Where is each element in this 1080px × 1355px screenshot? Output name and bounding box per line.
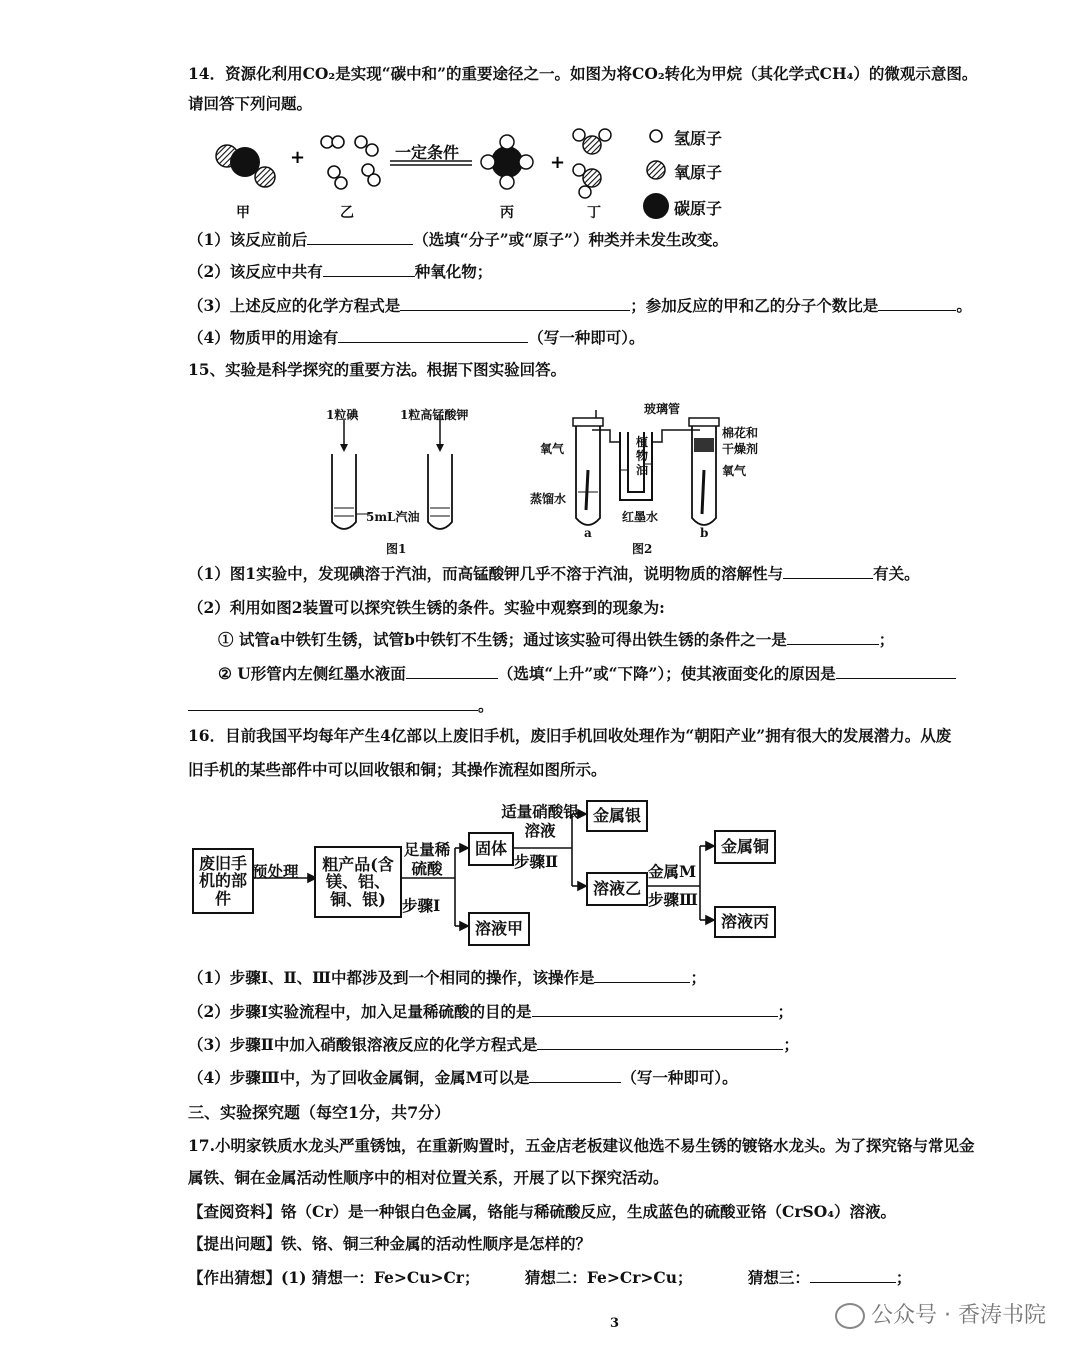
fig2-water-label: 蒸馏水 bbox=[530, 492, 567, 506]
answer-blank[interactable] bbox=[783, 564, 873, 579]
q17-line4: 【提出问题】铁、铬、铜三种金属的活动性顺序是怎样的？ bbox=[188, 1234, 592, 1253]
answer-blank[interactable] bbox=[594, 968, 690, 983]
answer-blank[interactable] bbox=[532, 1002, 778, 1017]
flow-start-box: 废旧手机的部件 bbox=[192, 848, 254, 914]
q17-line3: 【查阅资料】铬（Cr）是一种银白色金属，铬能与稀硫酸反应，生成蓝色的硫酸亚铬（CrSO₄）溶液。 bbox=[188, 1202, 896, 1221]
q17-line1: 17.小明家铁质水龙头严重锈蚀，在重新购置时，五金店老板建议他选不易生锈的镀铬水龙头。为了探究铬与常见金 bbox=[188, 1136, 975, 1155]
watermark: 公众号 · 香涛书院 bbox=[835, 1298, 1046, 1329]
q16-p3: （3）步骤Ⅱ中加入硝酸银溶液反应的化学方程式是 ； bbox=[188, 1035, 799, 1054]
fig1-caption: 图1 bbox=[386, 542, 407, 556]
fig2-oxygen-right-label: 氧气 bbox=[722, 464, 747, 478]
molecule-bing bbox=[481, 135, 533, 189]
fig2-tube-b-label: b bbox=[700, 526, 709, 540]
reaction-condition: 一定条件 bbox=[395, 143, 460, 162]
q16-stem-line2: 旧手机的某些部件中可以回收银和铜；其操作流程如图所示。 bbox=[188, 760, 607, 779]
fig2-veg-oil-label: 植物油 bbox=[636, 435, 649, 477]
fig2-tube-a-label: a bbox=[584, 526, 592, 540]
fig2-glass-tube-label: 玻璃管 bbox=[644, 402, 681, 416]
q14-p3: （3）上述反应的化学方程式是 ；参加反应的甲和乙的分子个数比是 。 bbox=[188, 296, 972, 315]
legend-c-label: 碳原子 bbox=[674, 199, 723, 218]
flow-step2-label: 步骤Ⅱ bbox=[514, 852, 559, 871]
flow-solid-box: 固体 bbox=[468, 832, 514, 866]
q16-stem-line1: 16．目前我国平均每年产生4亿部以上废旧手机，废旧手机回收处理作为“朝阳产业”拥有很大的发展潜力。从废 bbox=[188, 726, 952, 745]
flow-sol-a-box: 溶液甲 bbox=[468, 912, 530, 946]
q16-p2: （2）步骤Ⅰ实验流程中，加入足量稀硫酸的目的是 ； bbox=[188, 1002, 794, 1021]
q15-p2-1: ① 试管a中铁钉生锈，试管b中铁钉不生锈；通过该实验可得出铁生锈的条件之一是 ； bbox=[218, 630, 895, 649]
q16-p1: （1）步骤Ⅰ、Ⅱ、Ⅲ中都涉及到一个相同的操作，该操作是 ； bbox=[188, 968, 706, 987]
q14-stem-line1: 14．资源化利用CO₂是实现“碳中和”的重要途径之一。如图为将CO₂转化为甲烷（其化学式CH₄）的微观示意图。 bbox=[188, 64, 978, 83]
q15-p1: （1）图1实验中，发现碘溶于汽油，而高锰酸钾几乎不溶于汽油，说明物质的溶解性与 有关。 bbox=[188, 564, 920, 583]
label-yi: 乙 bbox=[340, 205, 354, 221]
plus-sign: + bbox=[290, 147, 306, 168]
molecule-jia bbox=[216, 145, 275, 187]
molecule-yi bbox=[321, 136, 380, 189]
answer-blank[interactable] bbox=[406, 664, 498, 679]
flow-sol-c-box: 溶液丙 bbox=[714, 906, 776, 938]
flow-crude-box: 粗产品(含镁、铝、铜、银) bbox=[314, 846, 402, 918]
fig1-gasoline-label: 5mL汽油 bbox=[366, 510, 420, 524]
answer-blank[interactable] bbox=[338, 328, 528, 343]
section3-heading: 三、实验探究题（每空1分，共7分） bbox=[188, 1103, 451, 1122]
fig2-oxygen-left-label: 氧气 bbox=[540, 442, 565, 456]
fig1-kmno4-label: 1粒高锰酸钾 bbox=[400, 408, 469, 422]
flow-sol-b-box: 溶液乙 bbox=[586, 872, 648, 906]
q15-p2-2-cont: 。 bbox=[188, 694, 494, 716]
answer-blank[interactable] bbox=[810, 1268, 896, 1283]
legend-o-symbol bbox=[647, 161, 665, 179]
answer-blank[interactable] bbox=[400, 296, 630, 311]
fig2-red-ink-label: 红墨水 bbox=[622, 510, 659, 524]
q14-stem-line2: 请回答下列问题。 bbox=[188, 94, 313, 113]
fig1-iodine-label: 1粒碘 bbox=[326, 408, 359, 422]
flow-copper-box: 金属铜 bbox=[714, 830, 776, 864]
legend-h-symbol bbox=[650, 130, 662, 142]
answer-blank[interactable] bbox=[787, 630, 879, 645]
label-jia: 甲 bbox=[236, 205, 250, 221]
answer-blank[interactable] bbox=[307, 230, 413, 245]
answer-blank[interactable] bbox=[836, 664, 956, 679]
q15-stem: 15、实验是科学探究的重要方法。根据下图实验回答。 bbox=[188, 360, 567, 379]
flow-step1-label: 步骤Ⅰ bbox=[402, 896, 441, 915]
legend-o-label: 氧原子 bbox=[674, 163, 723, 182]
flow-acid-label: 足量稀硫酸 bbox=[403, 840, 451, 879]
q17-guesses: 【作出猜想】(1) 猜想一：Fe>Cu>Cr； 猜想二：Fe>Cr>Cu； 猜想三： ； bbox=[188, 1268, 912, 1287]
fig2-caption: 图2 bbox=[632, 542, 653, 556]
flow-agno3-label: 适量硝酸银溶液 bbox=[501, 802, 579, 841]
flow-step3-label: 步骤Ⅲ bbox=[648, 890, 698, 909]
answer-blank[interactable] bbox=[529, 1068, 621, 1083]
plus-sign-2: + bbox=[550, 152, 566, 173]
answer-blank[interactable] bbox=[537, 1035, 783, 1050]
q14-p4: （4）物质甲的用途有 （写一种即可）。 bbox=[188, 328, 645, 347]
molecule-ding bbox=[573, 129, 611, 198]
flow-silver-box: 金属银 bbox=[586, 800, 648, 832]
fig2-cotton-label: 棉花和干燥剂 bbox=[722, 426, 759, 456]
q17-line2: 属铁、铜在金属活动性顺序中的相对位置关系，开展了以下探究活动。 bbox=[188, 1168, 669, 1187]
answer-blank[interactable] bbox=[188, 696, 478, 711]
q14-p1: （1）该反应前后 （选填“分子”或“原子”）种类并未发生改变。 bbox=[188, 230, 728, 249]
q15-p2: （2）利用如图2装置可以探究铁生锈的条件。实验中观察到的现象为: bbox=[188, 598, 665, 617]
answer-blank[interactable] bbox=[323, 262, 415, 277]
q16-p4: （4）步骤Ⅲ中，为了回收金属铜，金属M可以是 （写一种即可）。 bbox=[188, 1068, 738, 1087]
q15-p2-2: ② U形管内左侧红墨水液面 （选填“上升”或“下降”）；使其液面变化的原因是 bbox=[218, 662, 956, 684]
label-bing: 丙 bbox=[500, 205, 514, 221]
flow-pretreat-label: 预处理 bbox=[252, 862, 299, 881]
wechat-icon bbox=[835, 1303, 865, 1329]
answer-blank[interactable] bbox=[878, 296, 956, 311]
legend-c-symbol bbox=[643, 193, 669, 219]
label-ding: 丁 bbox=[587, 205, 601, 221]
flow-metal-m-label: 金属M bbox=[648, 862, 697, 881]
page-number: 3 bbox=[610, 1316, 620, 1331]
q14-p2: （2）该反应中共有 种氧化物； bbox=[188, 262, 493, 281]
legend-h-label: 氢原子 bbox=[674, 129, 723, 148]
